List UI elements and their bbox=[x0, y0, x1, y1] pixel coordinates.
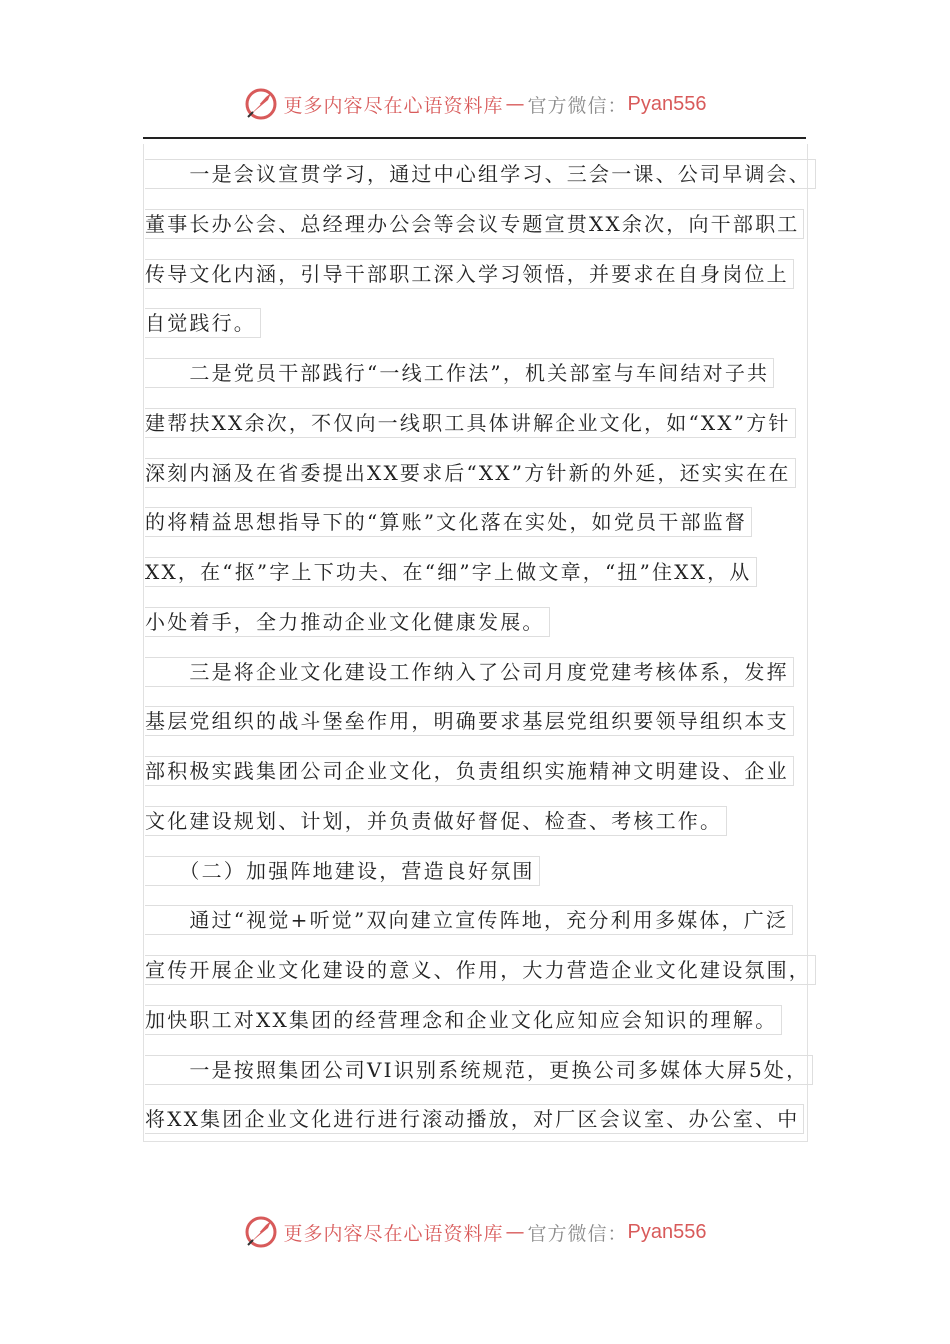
text-line: 的将精益思想指导下的“算账”文化落在实处，如党员干部监督 bbox=[145, 507, 752, 537]
text-line: 基层党组织的战斗堡垒作用，明确要求基层党组织要领导组织本支 bbox=[145, 706, 794, 736]
text-line: 一是会议宣贯学习，通过中心组学习、三会一课、公司早调会、 bbox=[145, 159, 816, 189]
text-line: 深刻内涵及在省委提出XX要求后“XX”方针新的外延，还实实在在 bbox=[145, 458, 796, 488]
banner-site-name: 更多内容尽在心语资料库 bbox=[283, 94, 504, 117]
text-line: 加快职工对XX集团的经营理念和企业文化应知应会知识的理解。 bbox=[145, 1005, 782, 1035]
section-heading: （二）加强阵地建设，营造良好氛围 bbox=[145, 856, 540, 886]
footer-banner bbox=[0, 1210, 950, 1254]
quill-logo-icon bbox=[244, 1215, 278, 1249]
banner-dash: — bbox=[505, 1221, 526, 1243]
text-line: 一是按照集团公司VI识别系统规范，更换公司多媒体大屏5处， bbox=[145, 1055, 813, 1085]
quill-logo-icon bbox=[244, 87, 278, 121]
text-line: 宣传开展企业文化建设的意义、作用，大力营造企业文化建设氛围， bbox=[145, 955, 816, 985]
banner-dash: — bbox=[505, 93, 526, 115]
text-line: 部积极实践集团公司企业文化，负责组织实施精神文明建设、企业 bbox=[145, 756, 794, 786]
text-line: 小处着手，全力推动企业文化健康发展。 bbox=[145, 607, 550, 637]
text-line: 建帮扶XX余次，不仅向一线职工具体讲解企业文化，如“XX”方针 bbox=[145, 408, 796, 438]
banner-wechat-label: 官方微信： bbox=[527, 94, 628, 117]
text-line: 传导文化内涵，引导干部职工深入学习领悟，并要求在自身岗位上 bbox=[145, 259, 794, 289]
text-line: 三是将企业文化建设工作纳入了公司月度党建考核体系，发挥 bbox=[145, 657, 794, 687]
text-frame bbox=[143, 144, 808, 1142]
text-line: 董事长办公会、总经理办公会等会议专题宣贯XX余次，向干部职工 bbox=[145, 209, 804, 239]
text-line: 二是党员干部践行“一线工作法”，机关部室与车间结对子共 bbox=[145, 358, 774, 388]
header-banner bbox=[0, 82, 950, 126]
banner-wechat-label: 官方微信： bbox=[527, 1222, 628, 1245]
header-rule bbox=[143, 137, 806, 139]
text-line: XX，在“抠”字上下功夫、在“细”字上做文章，“扭”住XX，从 bbox=[145, 557, 757, 587]
banner-wechat-id: Pyan556 bbox=[627, 92, 707, 115]
text-line: 自觉践行。 bbox=[145, 308, 261, 338]
banner-site-name: 更多内容尽在心语资料库 bbox=[283, 1222, 504, 1245]
text-line: 文化建设规划、计划，并负责做好督促、检查、考核工作。 bbox=[145, 806, 727, 836]
text-line: 将XX集团企业文化进行进行滚动播放，对厂区会议室、办公室、中 bbox=[145, 1104, 804, 1134]
text-line: 通过“视觉+听觉”双向建立宣传阵地，充分利用多媒体，广泛 bbox=[145, 905, 793, 935]
banner-wechat-id: Pyan556 bbox=[627, 1220, 707, 1243]
